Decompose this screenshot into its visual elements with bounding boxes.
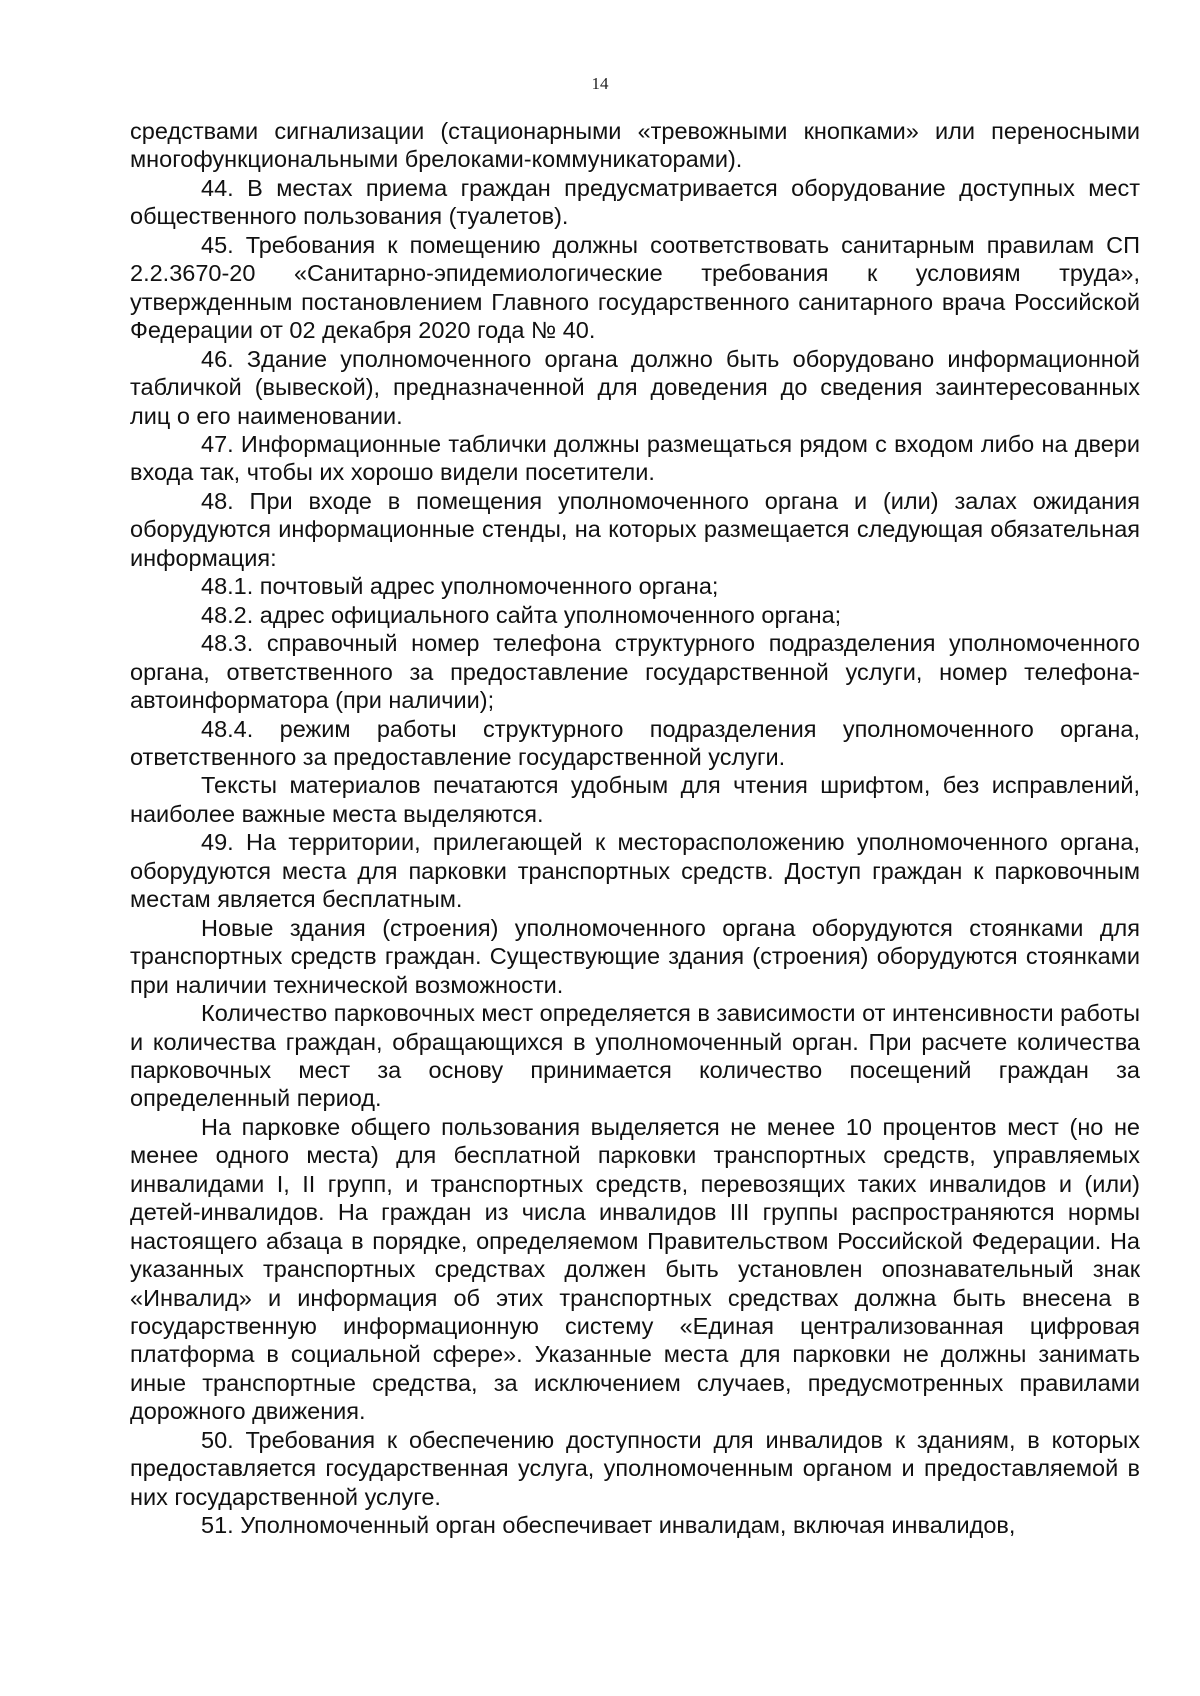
document-body xyxy=(130,117,1140,1540)
paragraph: 49. На территории, прилегающей к месторасположению уполномоченного органа, оборудуются места для парковки транспортных средств. Доступ граждан к парковочным местам является бесплатным. xyxy=(130,829,1140,913)
paragraph: средствами сигнализации (стационарными «тревожными кнопками» или переносными многофункциональными брелоками-коммуникаторами). xyxy=(130,118,1140,173)
page-number: 14 xyxy=(591,74,609,93)
paragraph: 50. Требования к обеспечению доступности для инвалидов к зданиям, в которых предоставляется государственная услуга, уполномоченным органом и предоставляемой в них государственной услуге. xyxy=(130,1426,1140,1510)
paragraph: 48. При входе в помещения уполномоченного органа и (или) залах ожидания оборудуются информационные стенды, на которых размещается следующая обязательная информация: xyxy=(130,487,1140,571)
paragraph: 46. Здание уполномоченного органа должно быть оборудовано информационной табличкой (вывеской), предназначенной для доведения до сведения заинтересованных лиц о его наименовании. xyxy=(130,345,1140,429)
paragraph: 51. Уполномоченный орган обеспечивает инвалидам, включая инвалидов, xyxy=(201,1512,1016,1539)
paragraph: Новые здания (строения) уполномоченного органа оборудуются стоянками для транспортных средств граждан. Существующие здания (строения) оборудуются стоянками при наличии технической возможности. xyxy=(130,914,1140,998)
paragraph: 48.4. режим работы структурного подразделения уполномоченного органа, ответственного за предоставление государственной услуги. xyxy=(130,715,1140,770)
paragraph: 48.1. почтовый адрес уполномоченного органа; xyxy=(201,573,719,600)
paragraph: 45. Требования к помещению должны соответствовать санитарным правилам СП 2.2.3670-20 «Санитарно-эпидемиологические требования к условиям труда», утвержденным постановлением Главного государственного санитарного врача Российской Федерации от 02 декабря 2020 года № 40. xyxy=(130,231,1140,344)
paragraph: 48.3. справочный номер телефона структурного подразделения уполномоченного органа, ответственного за предоставление государственной услуги, номер телефона-автоинформатора (при наличии); xyxy=(130,630,1140,714)
paragraph: 48.2. адрес официального сайта уполномоченного органа; xyxy=(201,601,842,628)
paragraph: На парковке общего пользования выделяется не менее 10 процентов мест (но не менее одного места) для бесплатной парковки транспортных средств, управляемых инвалидами I, II групп, и транспортных средств, перевозящих таких инвалидов и (или) детей-инвалидов. На граждан из числа инвалидов III группы распространяются нормы настоящего абзаца в порядке, определяемом Правительством Российской Федерации. На указанных транспортных средствах должен быть установлен опознавательный знак «Инвалид» и информация об этих транспортных средствах должна быть внесена в государственную информационную систему «Единая централизованная цифровая платформа в социальной сфере». Указанные места для парковки не должны занимать иные транспортные средства, за исключением случаев, предусмотренных правилами дорожного движения. xyxy=(130,1113,1140,1425)
paragraph: Тексты материалов печатаются удобным для чтения шрифтом, без исправлений, наиболее важные места выделяются. xyxy=(130,772,1140,827)
paragraph: Количество парковочных мест определяется в зависимости от интенсивности работы и количества граждан, обращающихся в уполномоченный орган. При расчете количества парковочных мест за основу принимается количество посещений граждан за определенный период. xyxy=(130,1000,1140,1112)
paragraph: 47. Информационные таблички должны размещаться рядом с входом либо на двери входа так, чтобы их хорошо видели посетители. xyxy=(130,430,1140,486)
paragraph: 44. В местах приема граждан предусматривается оборудование доступных мест общественного пользования (туалетов). xyxy=(130,174,1140,230)
